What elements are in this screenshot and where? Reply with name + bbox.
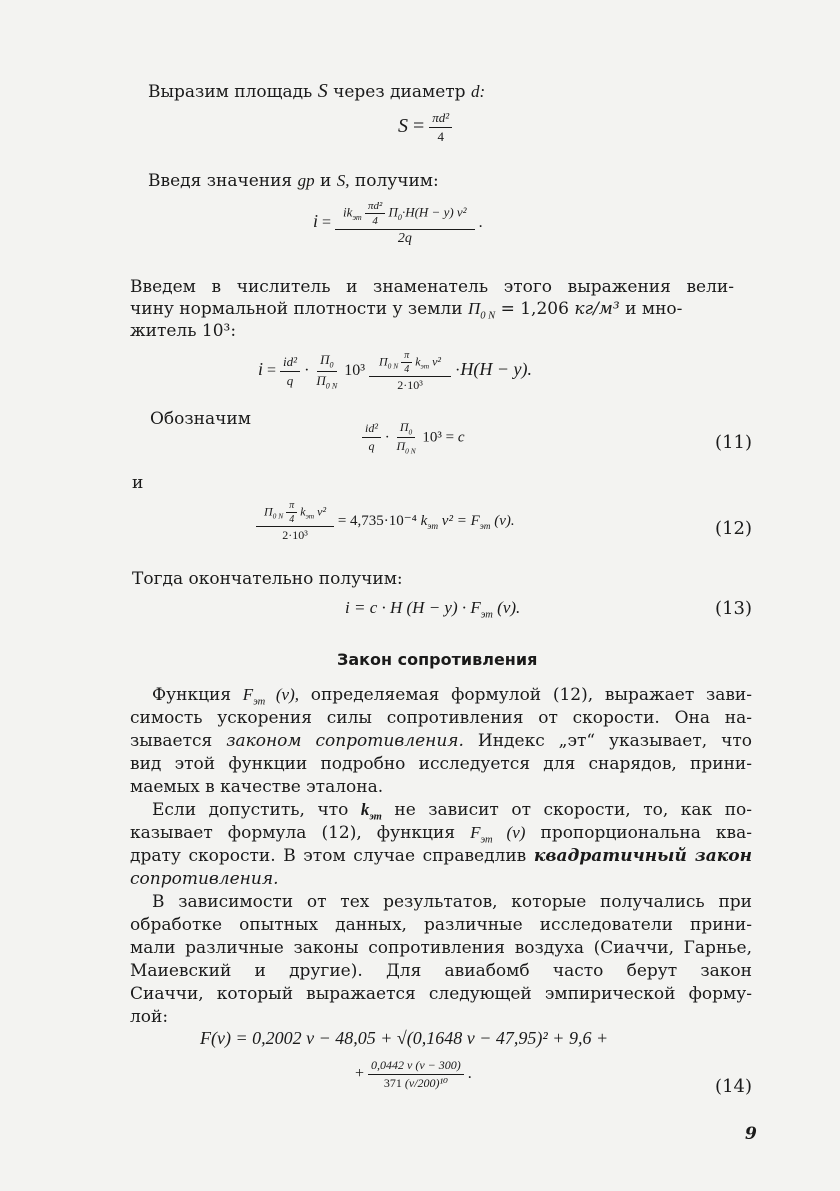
text-span: определяемая формулой (12), выражает зави-	[310, 685, 752, 705]
text-span: и	[319, 171, 332, 191]
text-span: В зависимости от тех результатов, которые получались при	[152, 892, 752, 912]
section-line-11	[130, 914, 752, 936]
section-line-3	[130, 730, 752, 752]
text-span: получим:	[354, 171, 439, 191]
text-span: не зависит от скорости, то, как по-	[394, 800, 753, 820]
text-span: и мно-	[625, 299, 683, 319]
text-line-6	[150, 408, 251, 430]
eq-number-12: (12)	[715, 518, 752, 539]
var-d: d:	[470, 82, 486, 101]
formula-i-expanded: i = $\frac{\text{id²}}{q}$ · $\frac{\Pi_0}{\Pi_{0 N}}$ 10³ $\Pi_{0 N}$ $\frac{\pi}{4}$ $k_{эт}$ v² 2·10³ ·H(H − y).	[258, 350, 532, 392]
formula-14-line1: F(v) = 0,2002 v − 48,05 + √(0,1648 v − 47,95)² + 9,6 +	[200, 1028, 609, 1048]
section-line-14	[130, 983, 752, 1005]
text-span: маемых в качестве эталона.	[130, 777, 384, 797]
text-line-8	[132, 568, 403, 590]
page-number: 9	[745, 1124, 757, 1144]
formula-14-numerator: 0,0442 v (v − 300)	[368, 1058, 464, 1075]
text-span: Выразим площадь	[148, 82, 313, 102]
section-line-8	[130, 845, 752, 867]
text-span: и	[132, 473, 144, 493]
text-span: вид этой функции подробно исследуется для снарядов, прини-	[130, 754, 752, 774]
text-line-7	[132, 472, 143, 494]
section-line-10	[130, 891, 752, 913]
section-line-9: сопротивления.	[130, 869, 279, 889]
section-line-4	[130, 753, 752, 775]
text-span: Если допустить, что	[152, 800, 349, 820]
var-gp: gp	[297, 171, 315, 190]
formula-11: $\frac{\text{id²}}{q}$ · $\frac{\Pi_0}{\Pi_{0 N}}$ 10³ = c	[362, 420, 465, 456]
formula-14-line2: + $\frac{0,0442 v (v - 300)}{\text{371 (v/200)¹⁰}}$ .	[355, 1058, 472, 1090]
text-span: драту скорости. В этом случае справедлив	[130, 846, 527, 866]
text-span: Индекс „эт“ указывает, что	[477, 731, 753, 751]
text-span: симость ускорения силы сопротивления от скорости. Она на-	[130, 708, 752, 728]
unit-span: кг/м³	[574, 299, 620, 319]
text-span: через диаметр	[333, 82, 466, 102]
eq-number-11: (11)	[715, 432, 752, 453]
text-span: = 1,206	[500, 299, 569, 319]
section-line-5	[130, 776, 383, 798]
section-heading: Закон сопротивления	[337, 650, 538, 669]
text-span: пропорциональна ква-	[540, 823, 752, 843]
formula-12: $\Pi_{0 N}$ $\frac{\pi}{4}$ $k_{эт}$ v² 2·10³ = 4,735·10⁻⁴ $k_{эт}$ $v^2 = F_{эт}$ (v).	[256, 500, 515, 543]
eq-number-14: (14)	[715, 1076, 752, 1097]
text-span: казывает формула (12), функция	[130, 823, 456, 843]
text-span: Функция	[152, 685, 232, 705]
text-line-3	[130, 276, 734, 298]
text-span: мали различные законы сопротивления воздуха (Сиаччи, Гарнье,	[130, 938, 752, 958]
text-span: Тогда окончательно получим:	[132, 569, 403, 589]
formula-13: i = c · H $(H - y) \cdot F_{эт}$ (v).	[345, 598, 521, 621]
eq-number-13: (13)	[715, 598, 752, 619]
formula-i: i = $ik_{эт}$ $\frac{\text{πd²}}{4}$ $\Pi_0\cdot H(H - y)$ v² 2q .	[313, 200, 483, 246]
text-line-2	[148, 170, 439, 192]
equation-constant: = 4,735·10⁻⁴	[337, 512, 417, 529]
text-span: Маиевский и другие). Для авиабомб часто берут закон	[130, 961, 752, 981]
section-line-6: Если допустить, что $k_{эт}$ не зависит от скорости, то, как по-	[130, 799, 752, 828]
section-line-1: Функция $F_{эт}$ (v), определяемая формулой (12), выражает зави-	[130, 684, 752, 713]
text-span: лой:	[130, 1007, 169, 1027]
emphasis-span: квадратичный закон	[533, 846, 753, 866]
formula-14-den-b: (v/200)¹⁰	[404, 1076, 448, 1090]
var-s: S,	[336, 171, 350, 190]
text-span: Обозначим	[150, 409, 251, 429]
section-line-12	[130, 937, 752, 959]
text-span: Сиаччи, который выражается следующей эмпирической форму-	[130, 984, 752, 1004]
section-line-2	[130, 707, 752, 729]
emphasis-span: законом сопротивления.	[226, 731, 464, 751]
section-line-7: казывает формула (12), функция $F_{эт}$ (v) пропорциональна ква-	[130, 823, 752, 846]
text-span: чину нормальной плотности у земли	[130, 299, 463, 319]
section-line-13	[130, 960, 752, 982]
text-line-5	[130, 320, 236, 342]
var-s: S	[317, 80, 328, 102]
text-span: обработке опытных данных, различные исследователи прини-	[130, 915, 752, 935]
section-line-15	[130, 1006, 168, 1028]
formula-14-den-a: 371	[383, 1076, 402, 1090]
text-span: Введя значения	[148, 171, 293, 191]
text-span: зывается	[130, 731, 213, 751]
text-span: житель 10³:	[130, 321, 237, 341]
formula-area: S = $\frac{\text{πd²}}{4}$	[398, 110, 452, 145]
text-line-1	[148, 80, 485, 103]
text-line-4: чину нормальной плотности у земли $\Pi_{0 N} = 1,206$ кг/м³ и мно-	[130, 299, 683, 322]
text-span: Введем в числитель и знаменатель этого выражения вели-	[130, 277, 734, 297]
